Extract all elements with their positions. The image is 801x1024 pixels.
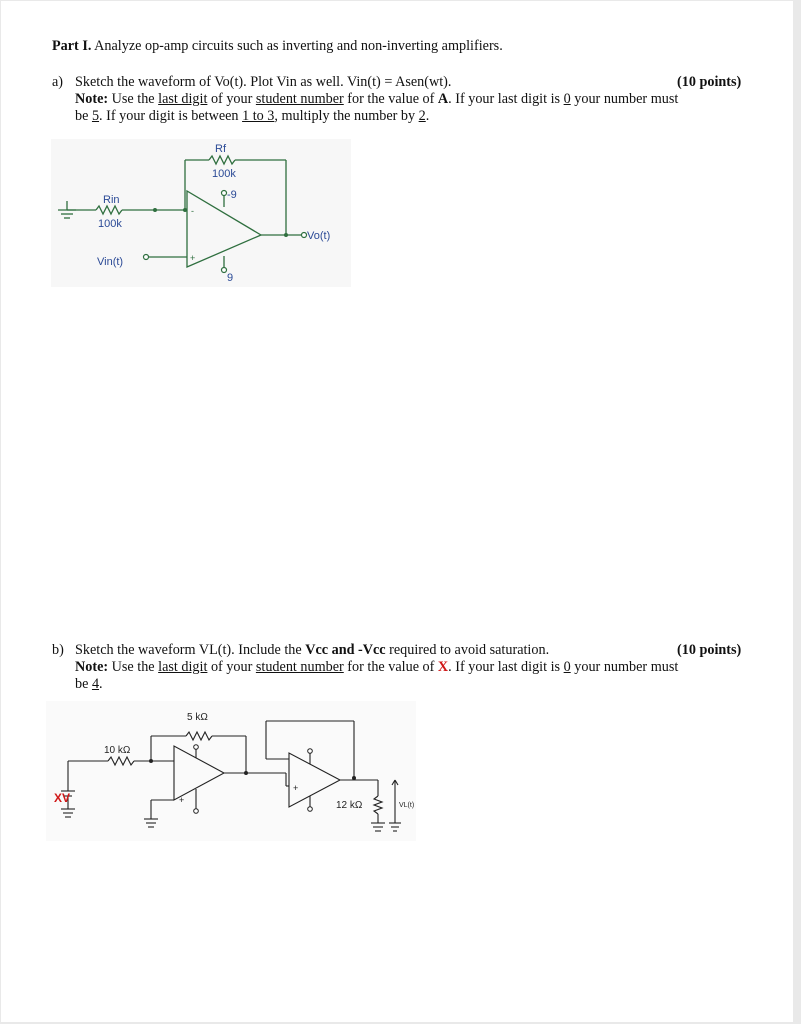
- source-label: XV: [54, 791, 71, 805]
- question-a-points: (10 points): [677, 74, 742, 90]
- circuit-b-background: [46, 701, 416, 841]
- supply-bottom-label: 9: [227, 272, 234, 284]
- question-a-marker: a): [52, 74, 64, 90]
- supply-bottom-terminal: [222, 268, 227, 273]
- junction-a3: [284, 233, 288, 237]
- vl-label: VL(t): [399, 802, 415, 809]
- opamp-2-plus: +: [293, 783, 299, 793]
- supply-top-label: -9: [227, 189, 237, 201]
- junction-b1: [149, 759, 153, 763]
- opamp-1-plus: +: [179, 795, 185, 805]
- circuit-a-background: [51, 139, 351, 287]
- r-load-label: 12 kΩ: [336, 800, 363, 811]
- junction-a1: [153, 208, 157, 212]
- question-b-marker: b): [52, 642, 64, 658]
- inverting-sign: -: [191, 206, 194, 216]
- r-input-label: 10 kΩ: [104, 745, 131, 756]
- inverting-amplifier-circuit: [51, 139, 351, 287]
- junction-a2: [183, 208, 187, 212]
- part-text: Analyze op-amp circuits such as inverting and non-inverting amplifiers.: [94, 38, 503, 54]
- rin-label: Rin: [103, 194, 120, 206]
- part-heading: [52, 38, 503, 55]
- question-a-note-cont: be 5. If your digit is between 1 to 3, multiply the number by 2.: [75, 108, 430, 124]
- question-a-note: Note: Use the last digit of your student number for the value of A. If your last digit is 0 your number must: [75, 91, 679, 107]
- vin-terminal: [144, 255, 149, 260]
- rin-value: 100k: [98, 218, 122, 230]
- vout-label: Vo(t): [307, 230, 331, 242]
- noninverting-sign: +: [190, 253, 196, 263]
- question-b-prompt: Sketch the waveform VL(t). Include the Vcc and -Vcc required to avoid saturation.: [75, 642, 550, 658]
- question-a-prompt: Sketch the waveform of Vo(t). Plot Vin as well. Vin(t) = Asen(wt).: [75, 74, 452, 90]
- question-b-note-cont: be 4.: [75, 676, 103, 692]
- junction-b3: [352, 776, 356, 780]
- r-feedback-label: 5 kΩ: [187, 712, 208, 723]
- rf-value: 100k: [212, 168, 236, 180]
- vin-label: Vin(t): [97, 256, 124, 268]
- question-b-note: Note: Use the last digit of your student number for the value of X. If your last digit is 0 your number must: [75, 659, 679, 675]
- rf-label: Rf: [215, 143, 226, 155]
- supply-top-terminal: [222, 191, 227, 196]
- part-label: Part I.: [52, 38, 92, 54]
- document-page: [1, 1, 793, 1022]
- two-stage-opamp-circuit: [46, 701, 416, 841]
- vout-terminal: [302, 233, 307, 238]
- junction-b2: [244, 771, 248, 775]
- question-b-points: (10 points): [677, 642, 742, 658]
